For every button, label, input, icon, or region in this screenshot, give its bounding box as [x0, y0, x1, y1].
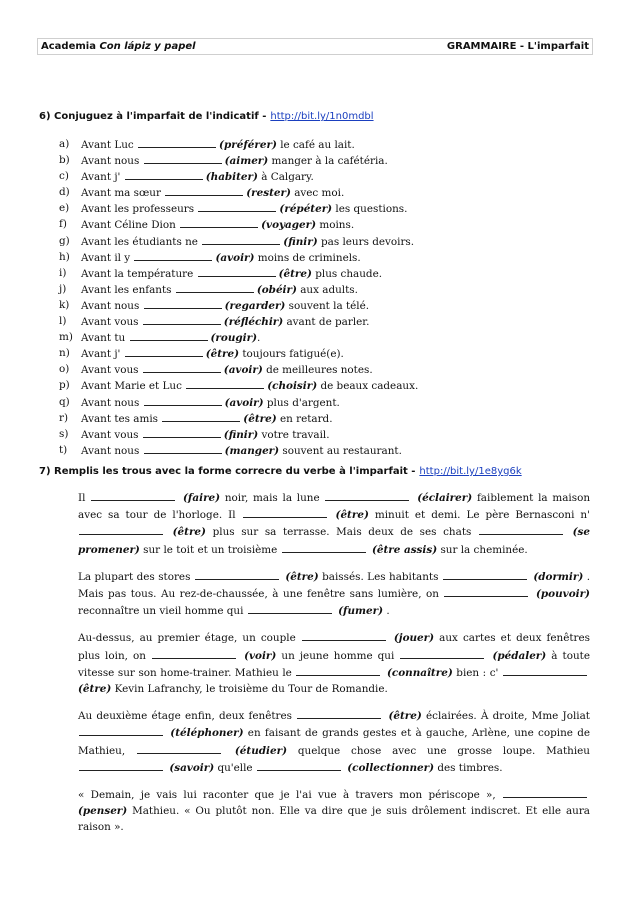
verb-hint: (être) — [388, 710, 422, 723]
verb-hint: (être) — [335, 509, 369, 522]
item-verb: (aimer) — [224, 155, 269, 168]
section-7-link[interactable]: http://bit.ly/1e8yg6k — [419, 466, 522, 477]
item-post: les questions. — [335, 203, 408, 216]
exercise-item — [59, 152, 599, 168]
exercise-item — [59, 233, 599, 249]
answer-blank[interactable] — [180, 216, 258, 228]
item-pre: Avant ma sœur — [81, 187, 161, 200]
answer-blank[interactable] — [79, 724, 163, 736]
item-letter: f) — [59, 218, 67, 231]
item-sentence — [81, 410, 333, 426]
answer-blank[interactable] — [144, 297, 222, 309]
verb-hint: (pédaler) — [492, 649, 547, 662]
answer-blank[interactable] — [296, 664, 380, 676]
item-letter: m) — [59, 331, 73, 344]
item-pre: Avant vous — [81, 428, 139, 441]
answer-blank[interactable] — [302, 629, 386, 641]
answer-blank[interactable] — [479, 523, 563, 535]
exercise-item — [59, 281, 599, 297]
answer-blank[interactable] — [125, 345, 203, 357]
text-fragment: qu'elle — [217, 761, 253, 774]
answer-blank[interactable] — [248, 602, 332, 614]
text-paragraph — [78, 786, 590, 836]
exercise-item — [59, 394, 599, 410]
text-fragment: des timbres. — [437, 761, 503, 774]
exercise-6-list — [59, 136, 599, 458]
item-sentence — [81, 426, 330, 442]
item-verb: (avoir) — [224, 396, 264, 409]
answer-blank[interactable] — [444, 585, 528, 597]
verb-hint: (être) — [78, 683, 112, 696]
answer-blank[interactable] — [137, 742, 221, 754]
item-pre: Avant les étudiants ne — [81, 235, 198, 248]
item-pre: Avant tes amis — [81, 412, 158, 425]
verb-hint: (se promener) — [78, 526, 590, 556]
item-post: toujours fatigué(e). — [242, 348, 344, 361]
text-fragment: La plupart des stores — [78, 570, 191, 583]
item-post: manger à la cafétéria. — [271, 155, 388, 168]
item-letter: e) — [59, 202, 70, 215]
item-post: en retard. — [279, 412, 333, 425]
text-fragment: Mathieu. « Ou plutôt non. Elle va dire que je suis drôlement indiscret. Et elle aura raison ». — [78, 805, 591, 834]
text-fragment: noir, mais la lune — [224, 492, 320, 504]
item-letter: j) — [59, 282, 67, 295]
item-letter: a) — [59, 138, 70, 150]
item-verb: (être) — [278, 267, 312, 280]
item-sentence — [81, 184, 344, 200]
answer-blank[interactable] — [443, 568, 527, 580]
section-6-title — [39, 111, 374, 122]
item-verb: (voyager) — [261, 219, 317, 232]
item-sentence — [81, 136, 355, 152]
item-pre: Avant tu — [81, 332, 126, 345]
verb-hint: (voir) — [244, 649, 277, 662]
text-fragment: faiblement la maison avec sa tour de l'horloge. Il — [78, 492, 591, 522]
text-fragment: reconnaître un vieil homme qui — [78, 605, 244, 618]
text-fragment: Au-dessus, au premier étage, un couple — [78, 632, 296, 645]
exercise-item — [59, 345, 599, 361]
item-sentence — [81, 168, 314, 184]
text-fragment: baissés. Les habitants — [322, 570, 439, 583]
item-sentence — [81, 394, 340, 410]
exercise-item — [59, 297, 599, 313]
answer-blank[interactable] — [144, 442, 222, 454]
item-verb: (réfléchir) — [223, 316, 284, 329]
item-verb: (manger) — [224, 444, 280, 457]
exercise-item — [59, 168, 599, 184]
answer-blank[interactable] — [195, 568, 279, 580]
verb-hint: (être assis) — [371, 543, 438, 556]
item-post: . — [256, 332, 261, 345]
item-sentence — [81, 345, 344, 361]
item-verb: (rougir) — [210, 332, 257, 345]
item-letter: c) — [59, 170, 69, 183]
answer-blank[interactable] — [198, 200, 276, 212]
item-sentence — [81, 329, 260, 345]
item-pre: Avant nous — [81, 299, 140, 312]
exercise-item — [59, 442, 599, 458]
item-post: à Calgary. — [261, 171, 314, 184]
item-pre: Avant j' — [81, 171, 121, 184]
item-post: aux adults. — [300, 283, 358, 296]
verb-hint: (jouer) — [393, 632, 435, 645]
item-post: de meilleures notes. — [266, 364, 373, 377]
exercise-item — [59, 426, 599, 442]
item-sentence — [81, 233, 414, 249]
exercise-item — [59, 216, 599, 232]
answer-blank[interactable] — [138, 136, 216, 148]
text-fragment: éclairées. À droite, Mme Joliat — [426, 710, 590, 723]
verb-hint: (connaître) — [386, 666, 453, 679]
exercise-7-text — [78, 489, 590, 836]
item-sentence — [81, 313, 369, 329]
verb-hint: (dormir) — [533, 570, 584, 583]
item-pre: Avant j' — [81, 348, 121, 361]
verb-hint: (pouvoir) — [536, 588, 590, 601]
item-pre: Avant il y — [81, 251, 131, 264]
text-paragraph — [78, 629, 590, 697]
item-verb: (habiter) — [205, 171, 258, 184]
verb-hint: (être) — [172, 526, 206, 539]
exercise-item — [59, 377, 599, 393]
section-7-title-text: 7) Remplis les trous avec la forme correcre du verbe à l'imparfait - — [39, 466, 416, 477]
text-fragment: . Mais pas tous. Au rez-de-chaussée, à une fenêtre sans lumière, on — [78, 570, 591, 601]
answer-blank[interactable] — [125, 168, 203, 180]
header-school-italic: Con lápiz y papel — [99, 41, 196, 52]
item-letter: t) — [59, 443, 68, 456]
answer-blank[interactable] — [165, 184, 243, 196]
item-letter: r) — [59, 411, 69, 424]
answer-blank[interactable] — [144, 394, 222, 406]
text-paragraph — [78, 489, 590, 558]
answer-blank[interactable] — [202, 233, 280, 245]
item-verb: (choisir) — [267, 380, 318, 393]
item-letter: h) — [59, 250, 70, 263]
item-pre: Avant vous — [81, 364, 139, 377]
item-pre: Avant nous — [81, 444, 140, 457]
answer-blank[interactable] — [503, 786, 587, 798]
verb-hint: (fumer) — [338, 605, 384, 618]
item-sentence — [81, 249, 361, 265]
answer-blank[interactable] — [198, 265, 276, 277]
item-letter: k) — [59, 298, 70, 311]
item-post: moins. — [319, 219, 355, 232]
answer-blank[interactable] — [400, 647, 484, 659]
text-fragment: à toute vitesse sur son home-trainer. Mathieu le — [78, 649, 590, 679]
item-sentence — [81, 216, 354, 232]
item-post: plus d'argent. — [266, 396, 340, 409]
item-letter: p) — [59, 379, 70, 392]
verb-hint: (être) — [285, 570, 319, 583]
item-letter: g) — [59, 234, 70, 247]
text-fragment: plus sur sa terrasse. Mais deux de ses chats — [212, 526, 472, 539]
item-sentence — [81, 200, 407, 216]
verb-hint: (éclairer) — [417, 492, 473, 504]
exercise-item — [59, 249, 599, 265]
text-fragment: Il — [78, 492, 86, 504]
item-post: le café au lait. — [280, 139, 355, 151]
item-verb: (finir) — [223, 428, 259, 441]
answer-blank[interactable] — [325, 489, 409, 501]
exercise-item — [59, 265, 599, 281]
section-6-title-text: 6) Conjuguez à l'imparfait de l'indicatif - — [39, 111, 267, 122]
header-school: Academia — [41, 41, 100, 52]
answer-blank[interactable] — [79, 523, 163, 535]
item-pre: Avant Marie et Luc — [81, 380, 182, 393]
item-letter: q) — [59, 395, 70, 408]
item-letter: b) — [59, 154, 70, 167]
item-verb: (avoir) — [223, 364, 263, 377]
exercise-item — [59, 136, 599, 152]
verb-hint: (étudier) — [234, 744, 287, 757]
item-verb: (obéir) — [256, 283, 297, 296]
answer-blank[interactable] — [143, 426, 221, 438]
text-fragment: « Demain, je vais lui raconter que je l'ai vue à travers mon périscope », — [78, 789, 496, 802]
answer-blank[interactable] — [162, 410, 240, 422]
text-paragraph — [78, 707, 590, 776]
item-letter: l) — [59, 315, 67, 328]
item-pre: Avant les professeurs — [81, 203, 195, 216]
item-pre: Avant Luc — [81, 139, 134, 151]
item-post: souvent au restaurant. — [282, 444, 402, 457]
item-letter: o) — [59, 363, 70, 376]
verb-hint: (savoir) — [169, 761, 215, 774]
text-fragment: Kevin Lafranchy, le troisième du Tour de Romandie. — [114, 683, 388, 696]
answer-blank[interactable] — [176, 281, 254, 293]
item-letter: n) — [59, 347, 70, 360]
page-header — [37, 38, 593, 55]
answer-blank[interactable] — [297, 707, 381, 719]
item-sentence — [81, 265, 382, 281]
item-post: plus chaude. — [315, 267, 383, 280]
verb-hint: (téléphoner) — [170, 727, 244, 740]
answer-blank[interactable] — [91, 489, 175, 501]
text-fragment: en faisant de grands gestes et à gauche, Arlène, une copine de Mathieu, — [78, 727, 590, 757]
item-verb: (préférer) — [219, 139, 277, 151]
exercise-item — [59, 329, 599, 345]
item-verb: (avoir) — [215, 251, 255, 264]
item-verb: (être) — [205, 348, 240, 361]
item-pre: Avant la température — [81, 267, 194, 280]
verb-hint: (collectionner) — [347, 761, 435, 774]
exercise-item — [59, 184, 599, 200]
item-letter: i) — [59, 266, 67, 279]
item-verb: (finir) — [283, 235, 318, 248]
item-post: moins de criminels. — [257, 251, 361, 264]
answer-blank[interactable] — [152, 647, 236, 659]
item-post: pas leurs devoirs. — [320, 235, 415, 248]
text-fragment: . — [386, 605, 390, 618]
item-pre: Avant les enfants — [81, 283, 172, 296]
item-sentence — [81, 297, 369, 313]
header-left — [41, 41, 196, 52]
item-verb: (regarder) — [224, 299, 286, 312]
text-fragment: sur la cheminée. — [440, 543, 528, 556]
item-post: souvent la télé. — [288, 299, 370, 312]
item-post: avant de parler. — [286, 316, 370, 329]
text-fragment: quelque chose avec une grosse loupe. Mathieu — [297, 744, 590, 757]
answer-blank[interactable] — [282, 541, 366, 553]
item-letter: d) — [59, 186, 70, 199]
answer-blank[interactable] — [503, 664, 587, 676]
text-fragment: un jeune homme qui — [281, 649, 395, 662]
item-post: avec moi. — [294, 187, 345, 200]
exercise-item — [59, 200, 599, 216]
item-post: de beaux cadeaux. — [320, 380, 419, 393]
item-pre: Avant vous — [81, 316, 139, 329]
answer-blank[interactable] — [143, 361, 221, 373]
text-fragment: minuit et demi. Le père Bernasconi n' — [374, 509, 590, 522]
exercise-item — [59, 361, 599, 377]
answer-blank[interactable] — [186, 377, 264, 389]
item-sentence — [81, 281, 358, 297]
answer-blank[interactable] — [130, 329, 208, 341]
item-post: votre travail. — [261, 428, 330, 441]
section-7-title — [39, 466, 522, 477]
text-paragraph — [78, 568, 590, 620]
answer-blank[interactable] — [79, 759, 163, 771]
answer-blank[interactable] — [257, 759, 341, 771]
item-pre: Avant Céline Dion — [81, 219, 176, 232]
item-verb: (rester) — [246, 187, 291, 200]
item-sentence — [81, 152, 388, 168]
answer-blank[interactable] — [243, 506, 327, 518]
text-fragment: sur le toit et un troisième — [143, 543, 278, 556]
verb-hint: (penser) — [78, 805, 128, 818]
answer-blank[interactable] — [144, 152, 222, 164]
item-sentence — [81, 377, 418, 393]
text-fragment: aux cartes et deux fenêtres plus loin, on — [78, 632, 590, 662]
item-sentence — [81, 361, 373, 377]
verb-hint: (faire) — [183, 492, 221, 504]
item-pre: Avant nous — [81, 396, 140, 409]
header-right: GRAMMAIRE - L'imparfait — [446, 41, 589, 52]
exercise-item — [59, 313, 599, 329]
item-pre: Avant nous — [81, 155, 140, 168]
exercise-item — [59, 410, 599, 426]
text-fragment: Au deuxième étage enfin, deux fenêtres — [78, 710, 292, 723]
item-letter: s) — [59, 427, 69, 440]
item-verb: (être) — [243, 412, 277, 425]
section-6-link[interactable]: http://bit.ly/1n0mdbl — [270, 111, 374, 122]
item-verb: (répéter) — [279, 203, 333, 216]
item-sentence — [81, 442, 402, 458]
text-fragment: bien : c' — [456, 666, 499, 679]
answer-blank[interactable] — [134, 249, 212, 261]
answer-blank[interactable] — [143, 313, 221, 325]
